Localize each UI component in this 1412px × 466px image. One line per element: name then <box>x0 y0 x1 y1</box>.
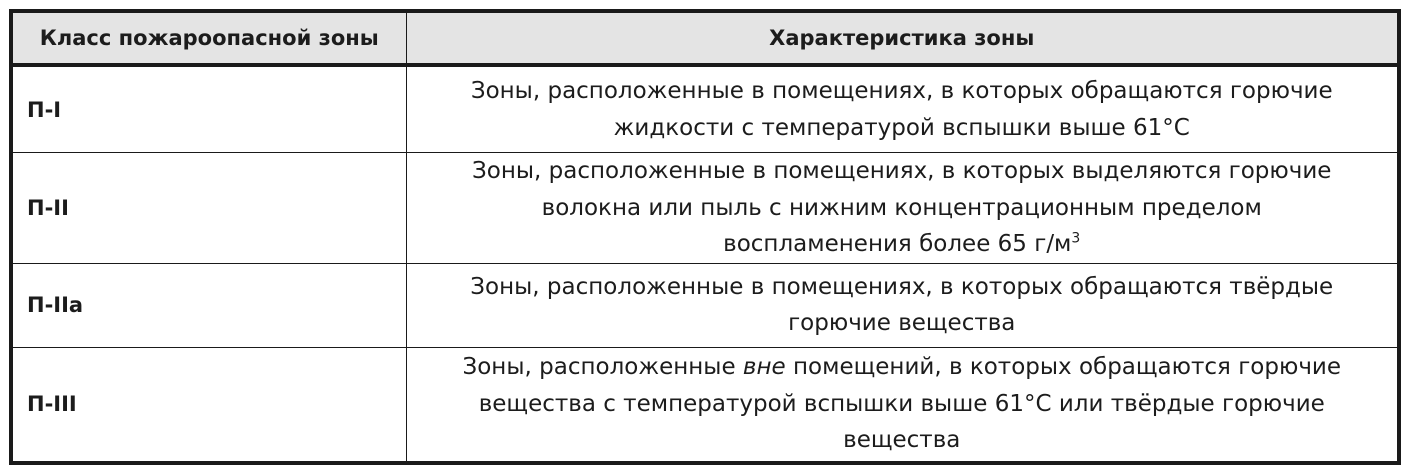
table-header-row <box>11 11 1399 65</box>
description-line <box>413 226 1392 263</box>
table-row <box>11 263 1399 347</box>
header-zone-class: Класс пожароопасной зоны <box>11 11 406 65</box>
description-text: помещений, в которых обращаются горючие <box>785 354 1342 381</box>
description-line: волокна или пыль с нижним концентрационным пределом <box>541 194 1262 221</box>
zone-class-cell: П-I <box>11 65 406 153</box>
description-line: вещества с температурой вспышки выше 61°С или твёрдые горючие <box>478 390 1325 417</box>
table-row <box>11 347 1399 463</box>
emphasis-text: вне <box>742 354 786 381</box>
description-line: жидкости с температурой вспышки выше 61°С <box>613 114 1190 141</box>
zone-description-cell <box>406 153 1399 264</box>
zone-class-cell: П-III <box>11 347 406 463</box>
zone-description-cell <box>406 347 1399 463</box>
table-row <box>11 153 1399 264</box>
description-text: Зоны, расположенные <box>462 354 743 381</box>
description-line: Зоны, расположенные в помещениях, в которых выделяются горючие <box>472 158 1332 184</box>
description-line <box>413 349 1392 386</box>
zone-description-cell <box>406 263 1399 347</box>
description-line: горючие вещества <box>788 310 1016 336</box>
zone-description-cell <box>406 65 1399 153</box>
description-text: воспламенения более 65 г/м <box>723 231 1072 257</box>
zone-class-cell: П-II <box>11 153 406 264</box>
fire-hazard-zones-table <box>9 9 1401 465</box>
description-line: Зоны, расположенные в помещениях, в которых обращаются твёрдые <box>470 273 1334 300</box>
zone-class-cell: П-IIa <box>11 263 406 347</box>
table-row <box>11 65 1399 153</box>
description-line: вещества <box>843 427 961 454</box>
description-line: Зоны, расположенные в помещениях, в которых обращаются горючие <box>470 78 1333 104</box>
superscript-exponent: 3 <box>1071 230 1081 247</box>
header-zone-characteristic: Характеристика зоны <box>406 11 1399 65</box>
